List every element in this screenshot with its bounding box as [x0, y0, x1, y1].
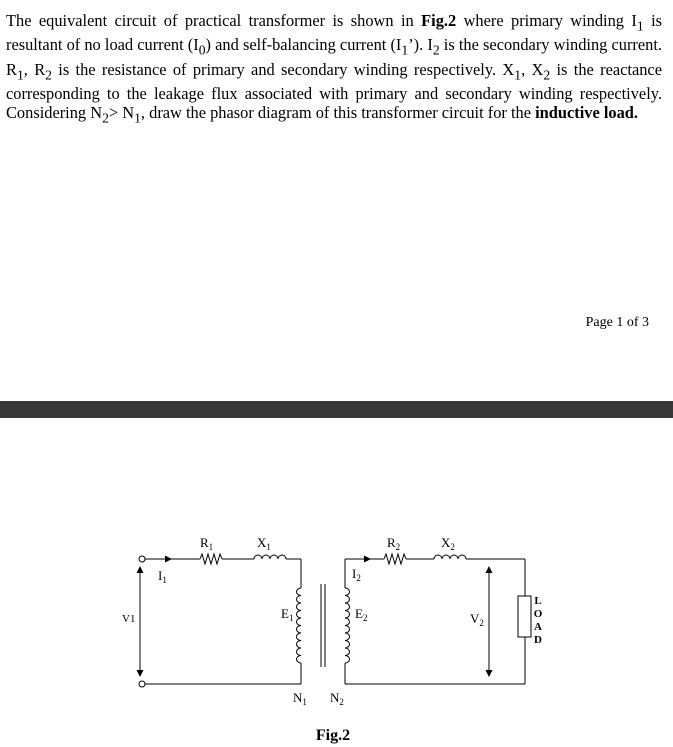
- label-r2: $R_2$: [387, 535, 401, 552]
- load-letter-o: O: [533, 608, 543, 620]
- label-x1: $X_1$: [257, 535, 271, 552]
- label-x2: $X_2$: [441, 535, 455, 552]
- load-box: [518, 596, 531, 637]
- label-n1: $N_1$: [293, 690, 307, 707]
- load-letter-d: D: [534, 634, 542, 646]
- x1-inductor: [254, 555, 286, 559]
- label-r1: $R_1$: [200, 535, 214, 552]
- label-e2: $E_2$: [355, 606, 368, 623]
- label-i2: $I_2$: [352, 566, 361, 583]
- figure-caption: Fig.2: [315, 727, 351, 744]
- load-letter-a: A: [534, 621, 542, 633]
- load-letter-l: L: [534, 595, 542, 607]
- page-divider: [0, 401, 673, 418]
- transformer-circuit-diagram: [0, 418, 673, 747]
- emphasis-inductive-load: inductive load.: [535, 102, 638, 122]
- figure-reference: Fig.2: [421, 11, 457, 30]
- input-terminal-bottom: [139, 681, 145, 687]
- page-number: Page 1 of 3: [585, 315, 649, 330]
- r2-resistor: [384, 554, 406, 564]
- primary-winding: [297, 588, 301, 663]
- label-i1: $I_1$: [158, 568, 167, 585]
- label-v2: $V_2$: [470, 611, 484, 628]
- r1-resistor: [200, 554, 222, 564]
- input-terminal-top: [139, 556, 145, 562]
- x2-inductor: [434, 555, 466, 559]
- label-e1: $E_1$: [281, 606, 294, 623]
- secondary-winding: [345, 588, 350, 663]
- label-n2: $N_2$: [330, 690, 344, 707]
- question-text: The equivalent circuit of practical transformer is shown in Fig.2 where primary winding $I_1$ is resultant of no load current $(I_0)$ and self-balancing current $(I_1’)$. $I_2$ is the secondary winding current. $R_1$, $R_2$ is the resistance of primary and secondary winding respectively. $X_1$, $X_2$ is the reactance corresponding to the leakage flux associated with primary and secondary winding respectively. Considering $N_2> N_1$, draw the phasor diagram of this transformer circuit for the inductive load.: [6, 11, 663, 126]
- label-v1: V1: [122, 613, 136, 625]
